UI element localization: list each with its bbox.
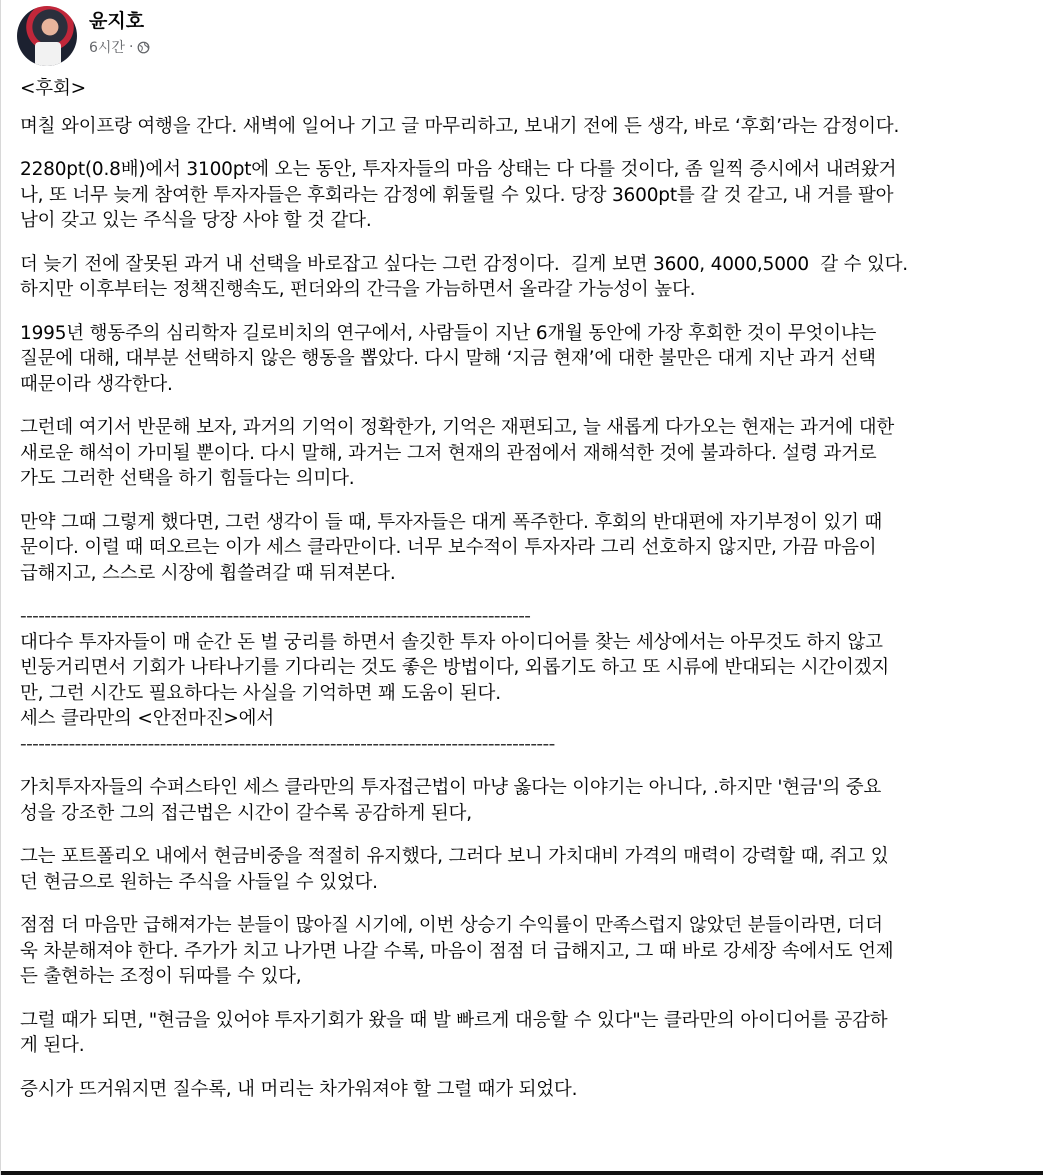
divider: ---------------------------------------------------------------------------------------- bbox=[20, 733, 555, 755]
text-line: 그는 포트폴리오 내에서 현금비중을 적절히 유지했다, 그러다 보니 가치대비 가격의 매력이 강력할 때, 쥐고 있 bbox=[20, 846, 889, 867]
text-line: 새로운 해석이 가미될 뿐이다. 다시 말해, 과거는 그저 현재의 관점에서 재해석한 것에 불과하다. 설령 과거로 bbox=[20, 442, 877, 464]
text-line: 던 현금으로 원하는 주식을 사들일 수 있었다. bbox=[20, 871, 378, 893]
text-line: 때문이라 생각한다. bbox=[20, 373, 173, 395]
author-name[interactable]: 윤지호 bbox=[89, 10, 145, 32]
meta-separator: · bbox=[128, 39, 134, 55]
globe-icon[interactable] bbox=[137, 41, 150, 54]
text-line: 나, 또 너무 늦게 참여한 투자자들은 후회라는 감정에 휘둘릴 수 있다. 당장 3600pt를 갈 것 같고, 내 거를 팔아 bbox=[20, 184, 894, 206]
paragraph bbox=[20, 775, 1035, 826]
text-line: 가치투자자들의 수퍼스타인 세스 클라만의 투자접근법이 마냥 옳다는 이야기는 아니다, .하지만 '현금'의 중요 bbox=[20, 777, 882, 798]
post-title: <후회> bbox=[20, 78, 86, 99]
text-line: 그럴 때가 되면, "현금을 있어야 투자기회가 왔을 때 발 빠르게 대응할 수 있다"는 클라만의 아이디어를 공감하 bbox=[20, 1009, 888, 1031]
quote-line: 빈둥거리면서 기회가 나타나기를 기다리는 것도 좋은 방법이다, 외롭기도 하고 또 시류에 반대되는 시간이겠지 bbox=[20, 657, 890, 678]
text-line: 급해지고, 스스로 시장에 휩쓸려갈 때 뒤져본다. bbox=[20, 562, 396, 584]
post-time-row bbox=[89, 37, 150, 57]
text-line: 증시가 뜨거워지면 질수록, 내 머리는 차가워져야 할 그럴 때가 되었다. bbox=[20, 1078, 578, 1100]
text-line: 질문에 대해, 대부분 선택하지 않은 행동을 뽑았다. 다시 말해 ‘지금 현재’에 대한 불만은 대게 지난 과거 선택 bbox=[20, 348, 876, 369]
text-line: 문이다. 이럴 때 떠오르는 이가 세스 클라만이다. 너무 보수적이 투자자라 그리 선호하지 않지만, 가끔 마음이 bbox=[20, 537, 877, 558]
text-line: 욱 차분해져야 한다. 주가가 치고 나가면 나갈 수록, 마음이 점점 더 급해지고, 그 때 바로 강세장 속에서도 언제 bbox=[20, 940, 894, 962]
avatar[interactable] bbox=[17, 6, 77, 66]
post-meta bbox=[89, 10, 150, 57]
paragraph bbox=[20, 1008, 1035, 1059]
text-line: 게 된다. bbox=[20, 1035, 85, 1056]
text-line: 1995년 행동주의 심리학자 길로비치의 연구에서, 사람들이 지난 6개월 동안에 가장 후회한 것이 무엇이냐는 bbox=[20, 322, 877, 344]
text-line: 2280pt(0.8배)에서 3100pt에 오는 동안, 투자자들의 마음 상태는 다 다를 것이다, 좀 일찍 증시에서 내려왔거 bbox=[20, 159, 897, 180]
quote-line: 만, 그런 시간도 필요하다는 사실을 기억하면 꽤 도움이 된다. bbox=[20, 682, 501, 704]
quote-line: 대다수 투자자들이 매 순간 돈 벌 궁리를 하면서 솔깃한 투자 아이디어를 찾는 세상에서는 아무것도 하지 않고 bbox=[20, 631, 883, 653]
text-line: 남이 갖고 있는 주식을 당장 사야 할 것 같다. bbox=[20, 210, 372, 231]
text-line: 그런데 여기서 반문해 보자, 과거의 기억이 정확한가, 기억은 재편되고, 늘 새롭게 다가오는 현재는 과거에 대한 bbox=[20, 417, 895, 438]
quote-block bbox=[20, 630, 1035, 732]
text-line: 만약 그때 그렇게 했다면, 그런 생각이 들 때, 투자자들은 대게 폭주한다. 후회의 반대편에 자기부정이 있기 때 bbox=[20, 511, 883, 533]
divider: ------------------------------------------------------------------------------------ bbox=[20, 606, 531, 627]
paragraph bbox=[20, 415, 1035, 492]
paragraph bbox=[20, 252, 1035, 303]
post-header bbox=[17, 6, 150, 66]
post-body bbox=[20, 76, 1035, 1102]
paragraph bbox=[20, 913, 1035, 990]
paragraph bbox=[20, 321, 1035, 398]
text-line: 든 출현하는 조정이 뒤따를 수 있다, bbox=[20, 966, 302, 987]
text-line: 성을 강조한 그의 접근법은 시간이 갈수록 공감하게 된다, bbox=[20, 802, 472, 824]
text-line: 며칠 와이프랑 여행을 간다. 새벽에 일어나 기고 글 마무리하고, 보내기 전에 든 생각, 바로 ‘후회’라는 감정이다. bbox=[20, 115, 900, 137]
text-line: 가도 그러한 선택을 하기 힘들다는 의미다. bbox=[20, 468, 355, 489]
paragraph bbox=[20, 844, 1035, 895]
bottom-border bbox=[1, 1171, 1043, 1175]
paragraph bbox=[20, 114, 1035, 140]
text-line: 점점 더 마음만 급해져가는 분들이 많아질 시기에, 이번 상승기 수익률이 만족스럽지 않았던 분들이라면, 더더 bbox=[20, 915, 883, 936]
post-time[interactable]: 6시간 bbox=[89, 40, 125, 56]
quote-source: 세스 클라만의 <안전마진>에서 bbox=[20, 708, 275, 729]
text-line: 하지만 이후부터는 정책진행속도, 펀더와의 간극을 가늠하면서 올라갈 가능성이 높다. bbox=[20, 279, 696, 300]
paragraph bbox=[20, 510, 1035, 587]
text-line: 더 늦기 전에 잘못된 과거 내 선택을 바로잡고 싶다는 그런 감정이다. 길게 보면 3600, 4000,5000 갈 수 있다. bbox=[20, 253, 908, 275]
paragraph bbox=[20, 1077, 1035, 1103]
paragraph bbox=[20, 157, 1035, 234]
